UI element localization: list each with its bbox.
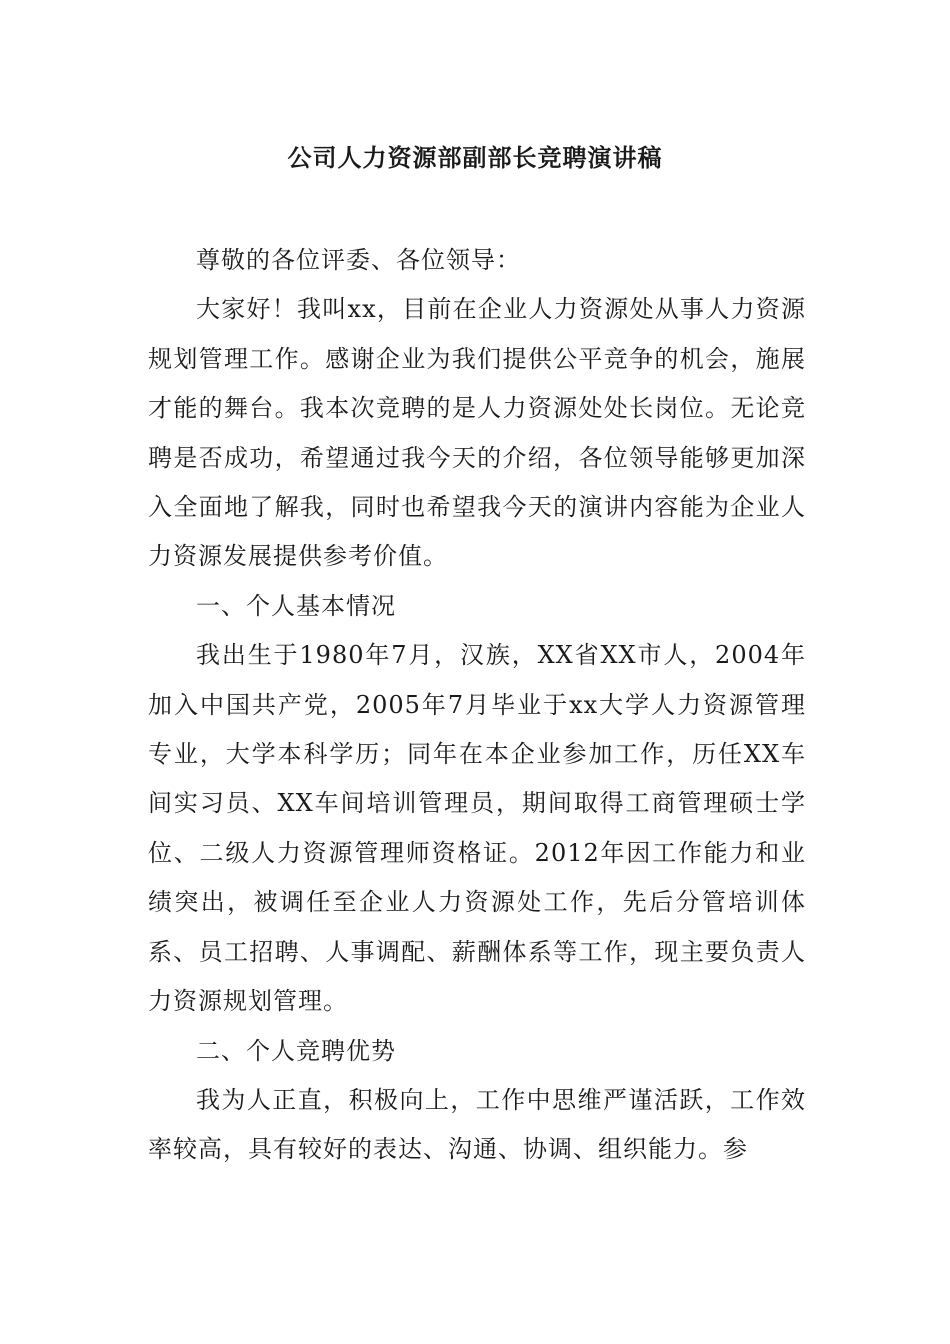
basic-info-paragraph: 我出生于1980年7月，汉族，XX省XX市人，2004年加入中国共产党，2005年7月毕业于xx大学人力资源管理专业，大学本科学历；同年在本企业参加工作，历任XX车间实习员、XX车间培训管理员，期间取得工商管理硕士学位、二级人力资源管理师资格证。2012年因工作能力和业绩突出，被调任至企业人力资源处工作，先后分管培训体系、员工招聘、人事调配、薪酬体系等工作，现主要负责人力资源规划管理。	[148, 641, 806, 1016]
intro-paragraph: 大家好！我叫xx，目前在企业人力资源处从事人力资源规划管理工作。感谢企业为我们提供公平竞争的机会，施展才能的舞台。我本次竞聘的是人力资源处处长岗位。无论竞聘是否成功，希望通过我今天的介绍，各位领导能够更加深入全面地了解我，同时也希望我今天的演讲内容能为企业人力资源发展提供参考价值。	[148, 295, 806, 571]
document-body	[148, 236, 806, 1175]
advantages-paragraph: 我为人正直，积极向上，工作中思维严谨活跃，工作效率较高，具有较好的表达、沟通、协调、组织能力。参	[148, 1085, 806, 1164]
section-heading-advantages: 二、个人竞聘优势	[196, 1036, 396, 1065]
salutation-paragraph: 尊敬的各位评委、各位领导：	[196, 246, 521, 274]
section-heading-basic-info: 一、个人基本情况	[196, 591, 396, 620]
document-title: 公司人力资源部副部长竞聘演讲稿	[287, 143, 663, 172]
